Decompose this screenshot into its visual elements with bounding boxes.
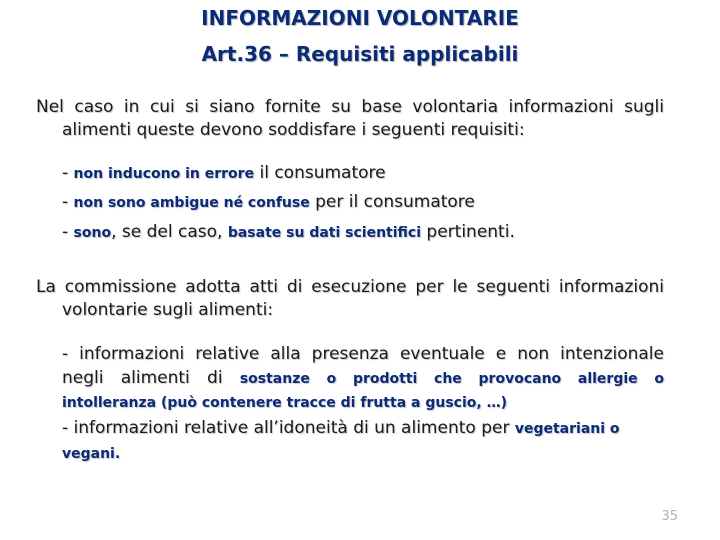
info-item-1-line-2 <box>62 366 664 391</box>
commission-line-1: La commissione adotta atti di esecuzione per le seguenti informazioni <box>36 277 664 297</box>
commission-paragraph <box>36 276 664 322</box>
info-item-1-line-1: - informazioni relative alla presenza eventuale e non intenzionale <box>62 344 664 364</box>
slide-title: INFORMAZIONI VOLONTARIE <box>201 6 519 30</box>
requirement-2 <box>62 191 475 214</box>
requirement-2-dash: - <box>62 192 74 212</box>
requirement-1-highlight: non inducono in errore <box>73 166 255 182</box>
intro-line-1: Nel caso in cui si siano fornite su base volontaria informazioni sugli <box>36 97 664 117</box>
intro-paragraph <box>36 96 664 142</box>
requirement-3-highlight-1: sono <box>73 225 112 241</box>
requirement-1 <box>62 162 386 185</box>
info-item-2-highlight-2: vegani. <box>62 446 121 462</box>
page-number: 35 <box>661 509 678 524</box>
commission-line-2: volontarie sugli alimenti: <box>62 300 274 320</box>
info-item-2-highlight-1: vegetariani o <box>514 421 620 437</box>
requirement-3-mid: , se del caso, <box>111 222 228 242</box>
requirement-3-highlight-2: basate su dati scientifici <box>227 225 422 241</box>
slide-subtitle: Art.36 – Requisiti applicabili <box>201 42 519 66</box>
info-item-1 <box>62 342 664 415</box>
info-item-1-line-3: intolleranza (può contenere tracce di frutta a guscio, …) <box>62 395 507 411</box>
info-item-2-plain: - informazioni relative all’idoneità di un alimento per <box>62 418 515 438</box>
requirement-1-dash: - <box>62 163 74 183</box>
info-item-2 <box>62 416 664 466</box>
info-item-1-highlight: sostanze o prodotti che provocano allergie o <box>239 371 664 387</box>
requirement-3 <box>62 221 515 244</box>
requirement-3-rest: pertinenti. <box>421 222 515 242</box>
requirement-2-highlight: non sono ambigue né confuse <box>73 195 310 211</box>
requirement-3-dash: - <box>62 222 74 242</box>
info-item-1-plain: negli alimenti di <box>62 368 240 388</box>
intro-line-2: alimenti queste devono soddisfare i seguenti requisiti: <box>62 120 525 140</box>
requirement-1-rest: il consumatore <box>254 163 386 183</box>
requirement-2-rest: per il consumatore <box>309 192 475 212</box>
